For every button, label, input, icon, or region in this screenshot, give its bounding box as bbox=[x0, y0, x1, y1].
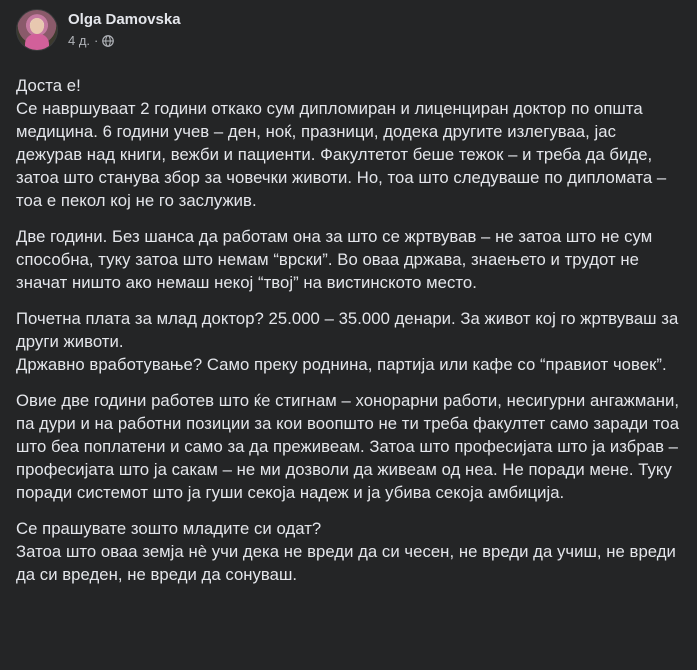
post-subline bbox=[68, 33, 181, 49]
post-body bbox=[16, 66, 681, 586]
avatar-face bbox=[30, 18, 44, 34]
post-paragraph: Овие две години работев што ќе стигнам – хонорарни работи, несигурни ангажмани, па дури и на работни позиции за кои воопшто не ти треба факултет само заради тоа што беа поплатени и само за да преживеам. Затоа што професијата што ја избрав – професијата што ја сакам – не ми дозволи да живеам од неа. Не поради мене. Туку поради системот што ја гуши секоја надеж и ја убива секоја амбиција. bbox=[16, 391, 680, 502]
post-paragraph: Доста е! Се навршуваат 2 години откако сум дипломиран и лиценциран доктор по општа медицина. 6 години учев – ден, ноќ, празници, додека другите излегуваа, јас дежурав над книги, вежби и пациенти. Факултетот беше тежок – и треба да биде, затоа што станува збор за човечки животи. Но, тоа што следуваше по дипломата – тоа е пекол кој не го заслужив. bbox=[16, 76, 667, 210]
post-timestamp[interactable]: 4 д. bbox=[68, 33, 91, 48]
avatar-body bbox=[25, 34, 49, 51]
globe-icon[interactable] bbox=[102, 35, 114, 47]
avatar[interactable] bbox=[16, 9, 58, 51]
post-paragraph: Почетна плата за млад доктор? 25.000 – 35.000 денари. За живот кој го жртвуваш за други животи. Државно вработување? Само преку роднина, партија или кафе со “правиот човек”. bbox=[16, 309, 679, 374]
post-meta bbox=[68, 9, 181, 49]
separator-dot: · bbox=[94, 33, 99, 48]
author-name[interactable]: Olga Damovska bbox=[68, 11, 181, 28]
post-paragraph: Две години. Без шанса да работам она за што се жртвував – не затоа што не сум способна, туку затоа што немам “врски”. Во оваа држава, знаењето и трудот не значат ништо ако немаш некој “твој” на вистинското место. bbox=[16, 227, 653, 292]
post-header bbox=[16, 0, 681, 66]
post-paragraph: Се прашувате зошто младите си одат? Затоа што оваа земја нè учи дека не вреди да си чесен, не вреди да учиш, не вреди да си вреден, не вреди да сонуваш. bbox=[16, 519, 676, 584]
